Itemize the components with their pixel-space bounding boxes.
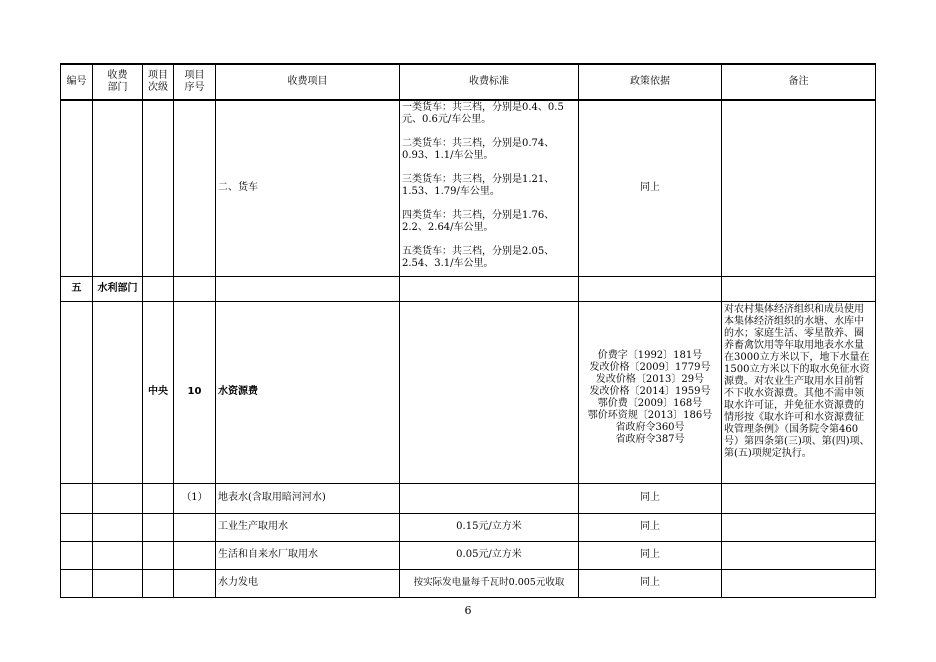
cell-item-truck: 二、货车 [216, 100, 400, 276]
cell-policy-water-fee: 价费字〔1992〕181号 发改价格〔2009〕1779号 发改价格〔2013〕29号 发改价格〔2014〕1959号 鄂价费〔2009〕168号 鄂价环资规〔2013〕186号 省政府令360号 省政府令387号 [579, 301, 722, 483]
cell-no [61, 569, 93, 597]
cell-seq [174, 100, 216, 276]
cell-remark [722, 569, 876, 597]
cell-dept [93, 301, 143, 483]
header-remark: 备注 [722, 64, 876, 100]
fee-table [60, 63, 876, 598]
cell-standard [400, 301, 579, 483]
cell-level [143, 569, 174, 597]
cell-remark [722, 513, 876, 541]
cell-remark [722, 100, 876, 276]
table-header-row [61, 64, 876, 100]
table-row-hydropower [61, 569, 876, 597]
cell-policy-industrial: 同上 [579, 513, 722, 541]
cell-seq [174, 569, 216, 597]
cell-standard [400, 483, 579, 513]
cell-dept [93, 513, 143, 541]
cell-no [61, 541, 93, 569]
cell-seq [174, 513, 216, 541]
cell-dept [93, 541, 143, 569]
cell-seq [174, 276, 216, 301]
cell-standard-hydropower: 按实际发电量每千瓦时0.005元收取 [400, 569, 579, 597]
table-row-surface-water [61, 483, 876, 513]
cell-dept [93, 100, 143, 276]
cell-item-domestic: 生活和自来水厂取用水 [216, 541, 400, 569]
cell-level [143, 541, 174, 569]
cell-no [61, 100, 93, 276]
header-no: 编号 [61, 64, 93, 100]
table-row-truck [61, 100, 876, 276]
cell-remark [722, 483, 876, 513]
cell-seq-surface-water: （1） [174, 483, 216, 513]
cell-standard-domestic: 0.05元/立方米 [400, 541, 579, 569]
cell-standard-truck: 一类货车：共三档，分别是0.4、0.5元、0.6元/车公里。 二类货车：共三档，分别是0.74、0.93、1.1/车公里。 三类货车：共三档，分别是1.21、1.53、1.79/车公里。 四类货车：共三档，分别是1.76、2.2、2.64/车公里。 五类货车：共三档，分别是2.05、2.54、3.1/车公里。 [400, 100, 579, 276]
header-standard: 收费标准 [400, 64, 579, 100]
cell-standard-industrial: 0.15元/立方米 [400, 513, 579, 541]
cell-level [143, 483, 174, 513]
cell-dept [93, 483, 143, 513]
cell-policy-domestic: 同上 [579, 541, 722, 569]
cell-no [61, 301, 93, 483]
cell-item-hydropower: 水力发电 [216, 569, 400, 597]
cell-remark [722, 276, 876, 301]
table-row-water-fee [61, 301, 876, 483]
cell-seq [174, 541, 216, 569]
cell-policy-surface-water: 同上 [579, 483, 722, 513]
cell-seq-water-fee: 10 [174, 301, 216, 483]
cell-no [61, 513, 93, 541]
cell-remark [722, 541, 876, 569]
header-level: 项目 次级 [143, 64, 174, 100]
cell-standard [400, 276, 579, 301]
table-row-industrial [61, 513, 876, 541]
header-dept: 收费 部门 [93, 64, 143, 100]
cell-dept [93, 569, 143, 597]
cell-item-water-fee: 水资源费 [216, 301, 400, 483]
cell-no [61, 483, 93, 513]
cell-level [143, 276, 174, 301]
header-policy: 政策依据 [579, 64, 722, 100]
cell-policy-truck: 同上 [579, 100, 722, 276]
page-number: 6 [464, 604, 472, 617]
cell-item-surface-water: 地表水(含取用暗河河水) [216, 483, 400, 513]
table-row-section-water [61, 276, 876, 301]
cell-item-industrial: 工业生产取用水 [216, 513, 400, 541]
header-item: 收费项目 [216, 64, 400, 100]
cell-level [143, 513, 174, 541]
cell-policy [579, 276, 722, 301]
cell-policy-hydropower: 同上 [579, 569, 722, 597]
table-row-domestic [61, 541, 876, 569]
header-seq: 项目 序号 [174, 64, 216, 100]
cell-item [216, 276, 400, 301]
cell-level-water-fee: 中央 [143, 301, 174, 483]
cell-section-dept: 水利部门 [93, 276, 143, 301]
cell-section-no: 五 [61, 276, 93, 301]
cell-remark-water-fee: 对农村集体经济组织和成员使用本集体经济组织的水塘、水库中的水；家庭生活、零星散养、圈养畜禽饮用等年取用地表水水量在3000立方米以下，地下水量在1500立方米以下的取水免征水资源费。对农业生产取用水目前暂不下收水资源费。其他不需申领取水许可证，并免征水资源费的情形按《取水许可和水资源费征收管理条例》（国务院令第460号）第四条第(三)项、第(四)项、第(五)项规定执行。 [722, 301, 876, 483]
cell-level [143, 100, 174, 276]
